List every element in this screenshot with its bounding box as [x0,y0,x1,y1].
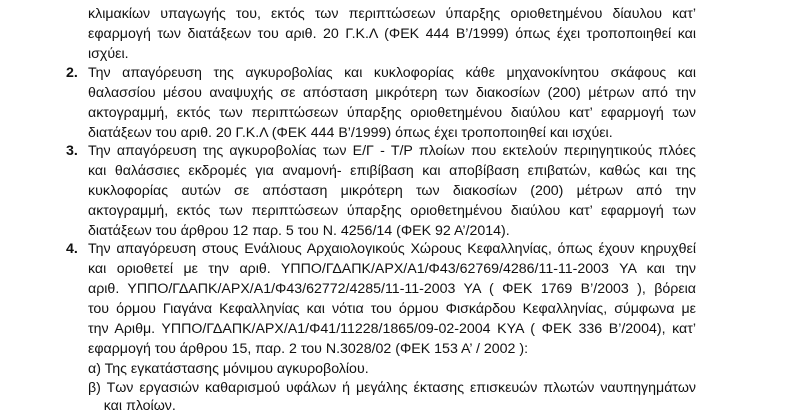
list-item-line: του όρμου Γιαγάνα Κεφαλληνίας και νότια του όρμου Φισκάρδου Κεφαλληνίας, σύμφωνα με [88,301,696,317]
intro-line: εφαρμογή των διατάξεων του αριθ. 20 Γ.Κ.Λ (ΦΕΚ 444 Β’/1999) όπως έχει τροποποιηθεί και [88,26,696,42]
list-item-line: Την απαγόρευση της αγκυροβολίας των Ε/Γ - Τ/Ρ πλοίων που εκτελούν περιηγητικούς πλόες [88,143,696,159]
list-item-number: 2. [66,65,78,81]
list-item-line: και θαλάσσιες εκδρομές για αναμονή- επιβίβαση και αποβίβαση επιβατών, καθώς και της [88,163,696,179]
list-item-line: αριθ. ΥΠΠΟ/ΓΔΑΠΚ/ΑΡΧ/Α1/Φ43/62772/4285/11-11-2003 ΥΑ ( ΦΕΚ 1769 Β’/2003 ), βόρεια [88,281,696,297]
list-item-line: διατάξεων του άρθρου 12 παρ. 5 του Ν. 4256/14 (ΦΕΚ 92 Α’/2014). [88,223,510,239]
list-item-number: 4. [66,241,78,257]
list-item-line: ακτογραμμή, εκτός των περιπτώσεων ύπαρξης οριοθετημένου διαύλου κατ’ εφαρμογή των [88,203,696,219]
list-item-number: 3. [66,143,78,159]
sub-item-b: β) Των εργασιών καθαρισμού υφάλων ή μεγάλης έκτασης επισκευών πλωτών ναυπηγημάτων [88,380,696,396]
sub-item-b-continued: και πλοίων. [88,398,176,414]
list-item-line: κυκλοφορίας αυτών σε απόσταση μικρότερη των διακοσίων (200) μέτρων από την [88,183,696,199]
intro-line: ισχύει. [88,46,129,62]
list-item-line: θαλασσίου μέσου αναψυχής σε απόσταση μικρότερη των διακοσίων (200) μέτρων από την [88,85,696,101]
list-item-line: Την απαγόρευση στους Ενάλιους Αρχαιολογικούς Χώρους Κεφαλληνίας, όπως έχουν κηρυχθεί [88,241,696,257]
list-item-line: εφαρμογή του άρθρου 15, παρ. 2 του Ν.3028/02 (ΦΕΚ 153 Α’ / 2002 ): [88,341,529,357]
list-item-line: Την απαγόρευση της αγκυροβολίας και κυκλοφορίας κάθε μηχανοκίνητου σκάφους και [88,65,696,81]
list-item-line: διατάξεων του αριθ. 20 Γ.Κ.Λ (ΦΕΚ 444 Β’/1999) όπως έχει τροποποιηθεί και ισχύει. [88,125,613,141]
list-item-line: και οριοθετεί με την αριθ. ΥΠΠΟ/ΓΔΑΠΚ/ΑΡΧ/Α1/Φ43/62769/4286/11-11-2003 ΥΑ και την [88,261,696,277]
list-item-line: ακτογραμμή, εκτός των περιπτώσεων ύπαρξης οριοθετημένου διαύλου κατ’ εφαρμογή των [88,105,696,121]
list-item-line: την Αριθμ. ΥΠΠΟ/ΓΔΑΠΚ/ΑΡΧ/Α1/Φ41/11228/1865/09-02-2004 ΚΥΑ ( ΦΕΚ 336 Β’/2004), κατ’ [88,321,696,337]
intro-line: κλιμακίων υπαγωγής του, εκτός των περιπτώσεων ύπαρξης οριοθετημένου δίαυλου κατ’ [88,6,696,22]
sub-item-a: α) Της εγκατάστασης μόνιμου αγκυροβολίου. [88,361,369,377]
